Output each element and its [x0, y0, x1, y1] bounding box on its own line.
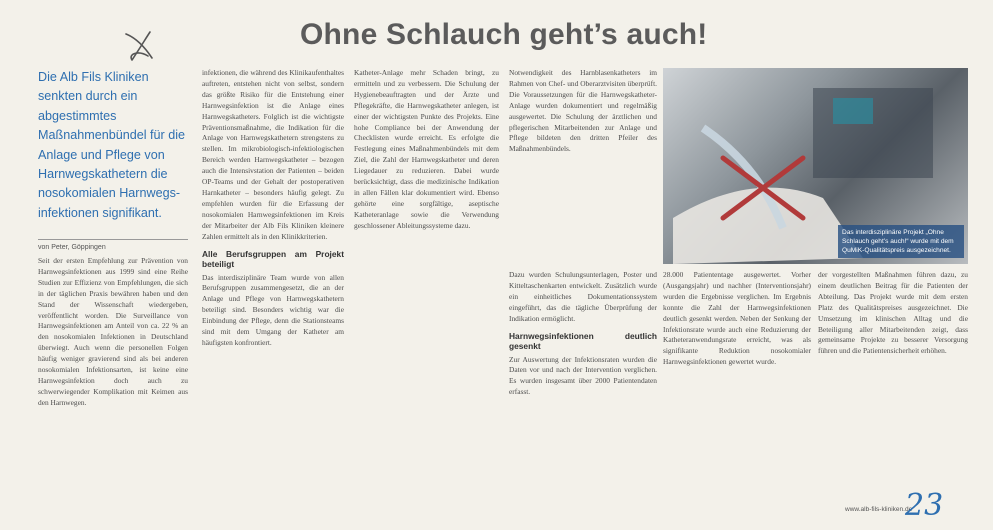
text-column-3	[354, 68, 499, 518]
article-lead: Die Alb Fils Kliniken senkten durch ein abgestimmtes Maßnahmenbündel für die Anlage und Pflege von Harnwegskathetern die nosokomialen Harnwegs-infektionen signifikant.	[38, 70, 186, 220]
subheading: Alle Berufsgruppen am Projekt beteiligt	[202, 248, 344, 269]
page-number: 23	[905, 488, 944, 523]
text-column-1	[38, 256, 188, 520]
text-column-5	[663, 270, 811, 520]
scribble-icon	[118, 24, 162, 68]
text-column-4-top	[509, 68, 657, 266]
paragraph: der vorgestellten Maßnahmen führen dazu, zu einem deutlichen Beitrag für die Patienten der Abteilung. Das Projekt wurde mit dem ersten Platz des Qualitätspreises ausgezeichnet. Die Umsetzung im klinischen Alltag und die Beteiligung aller Mitarbeitenden zeigt, dass gemeinsame Projekte zu besserer Versorgung führen und die Patientensicherheit erhöhen.	[818, 270, 968, 356]
subheading: Harnwegsinfektionen deutlich gesenkt	[509, 330, 657, 352]
paragraph: Dazu wurden Schulungsunterlagen, Poster und Kitteltaschenkarten entwickelt. Zusätzlich wurde ein einheitliches Dokumentationssystem eingeführt, das die tägliche Überprüfung der Indikation ermöglicht.	[509, 270, 657, 323]
author-line: von Peter, Göppingen	[38, 244, 106, 251]
text-column-6	[818, 270, 968, 506]
paragraph: Seit der ersten Empfehlung zur Prävention von Harnwegsinfektionen aus 1999 sind eine Reihe Studien zur Effizienz von Empfehlungen, die sich in der täglichen Praxis bewähren haben und den Stand der Wissenschaft wiedergeben, veröffentlicht worden. Die Surveillance von Harnwegsinfektionen am Anteil von ca. 22 % an den nosokomialen Infektionen in Deutschland überwiegt. Auch wenn die personellen Folgen häufig weniger gravierend sind als bei anderen nosokomialen Infektionsarten, ist keine eine Harnwegsinfektion doch auch zu schwerwiegender Komplikation mit Keimen aus den Harnwegen.	[38, 256, 188, 407]
text-column-2	[202, 68, 344, 518]
photo-caption: Das interdisziplinäre Projekt „Ohne Schlauch geht’s auch!“ wurde mit dem QuMiK-Qualitätspreis ausgezeichnet.	[838, 225, 964, 258]
paragraph: Zur Auswertung der Infektionsraten wurden die Daten vor und nach der Intervention verglichen. Es wurden insgesamt über 2000 Patientendaten erfasst.	[509, 354, 657, 397]
paragraph: Notwendigkeit des Harnblasenkatheters im Rahmen von Chef- und Oberarztvisiten überprüft. Die Voraussetzungen für die Harnwegskatheter-Anlage wurden dokumentiert und regelmäßig ausgewertet. Die Schulung der ärztlichen und pflegerischen Mitarbeitenden zur Anlage und Pflege bildeten den dritten Pfeiler des Maßnahmenbündels.	[509, 68, 657, 154]
paragraph: Das interdisziplinäre Team wurde von allen Berufsgruppen zusammengesetzt, die an der Anlage und Pflege von Harnwegskathetern beteiligt sind. Besonders wichtig war die Einbindung der Pflege, denn die Stationsteams sind mit dem Umgang der Katheter am häufigsten konfrontiert.	[202, 272, 344, 347]
paragraph: Katheter-Anlage mehr Schaden bringt, zu ermitteln und zu verbessern. Die Schulung der Hygienebeauftragten und der Ärzte und Pflegekräfte, die Harnwegskatheter anlegen, ist einer der wichtigsten Punkte des Projekts. Eine hohe Compliance bei der Anwendung der Checklisten wurde erreicht. Es erfolgte die Festlegung eines Maßnahmenbündels mit dem Ziel, die Zahl der Harnwegskatheter und deren Liegedauer zu reduzieren. Dabei wurde berücksichtigt, dass die medizinische Indikation in allen Fällen klar dokumentiert wird. Ebenso gehörte eine sorgfältige, aseptische Katheteranlage sowie die Verwendung geschlossener Ableitungssysteme dazu.	[354, 68, 499, 230]
paragraph: 28.000 Patiententage ausgewertet. Vorher (Ausgangsjahr) und nachher (Interventionsjahr) wurden die Ergebnisse verglichen. Im Ergebnis konnte die Zahl der Harnwegsinfektionen deutlich gesenkt werden. Neben der Senkung der Infektionsrate wurde auch eine Reduzierung der Katheteranwendungsrate erreicht, was als signifikante Reduktion nosokomialer Harnwegsinfektionen gewertet wurde.	[663, 270, 811, 367]
divider	[38, 239, 188, 240]
article-headline: Ohne Schlauch geht’s auch!	[300, 18, 708, 51]
hospital-photo	[663, 68, 968, 264]
website-url: www.alb-fils-kliniken.de	[845, 506, 913, 513]
text-column-4-bottom	[509, 270, 657, 520]
paragraph: infektionen, die während des Klinikaufenthaltes auftreten, entstehen nicht von selbst, sondern das größte Risiko für die Entstehung einer Harnwegsinfektion ist die Anlage eines Harnwegskatheters. Folglich ist die wichtigste Präventionsmaßnahme, die Indikation für die Anlage von Harnwegskathetern strengstens zu stellen. Im mikrobiologisch-infektiologischen Bereich werden Harnwegskatheter – bezogen auch die Intensivstation der Patienten – beiden OP-Teams und der Gehalt der postoperativen Harnkatheter – besonders häufig gelegt. Zu empfehlen wurden für die Erfassung der nosokomialen Harnwegsinfektionen im Kreis der Mitarbeiter der Alb Fils Kliniken kleinere Zahlen ermittelt als in den Klinikkriterien.	[202, 68, 344, 241]
